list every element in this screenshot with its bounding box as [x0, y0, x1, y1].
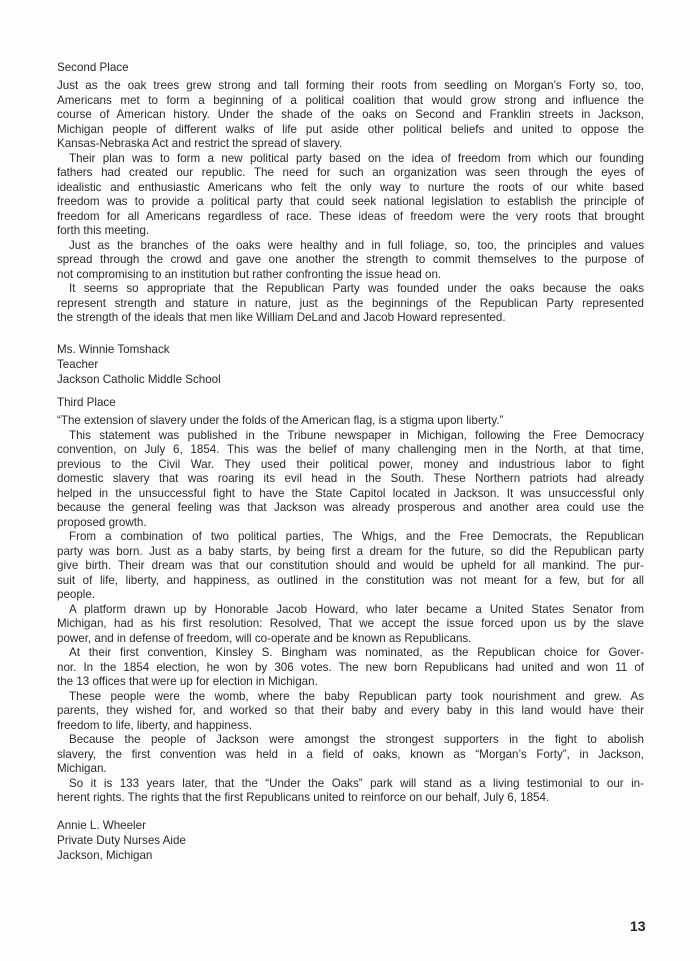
paragraph — [57, 429, 644, 531]
text-line: party was born. Just as a baby starts, by being first a dream for the future, so did the Republican party — [57, 544, 644, 558]
third-place-signature — [57, 818, 186, 863]
author-affiliation: Jackson Catholic Middle School — [57, 373, 221, 386]
author-location: Jackson, Michigan — [57, 849, 153, 862]
text-line: course of American history. Under the shade of the oaks on Second and Franklin streets in Jackson, — [57, 108, 644, 121]
author-name: Annie L. Wheeler — [57, 819, 146, 832]
text-line: previous to the Civil War. They used their political power, money and industrious labor to fight — [57, 457, 644, 471]
text-line: because the general feeling was that Jackson was already prosperous and another area could use the — [57, 501, 644, 514]
paragraph — [57, 79, 644, 152]
text-line: people. — [57, 588, 96, 601]
paragraph — [57, 690, 644, 734]
text-line: Michigan people of different walks of life put aside other political beliefs and united to oppose the — [57, 122, 644, 136]
text-line: This statement was published in the Tribune newspaper in Michigan, following the Free Democracy — [69, 428, 644, 442]
text-line: From a combination of two political parties, The Whigs, and the Free Democrats, the Republican — [69, 530, 644, 543]
third-place-quote — [57, 414, 644, 429]
text-line: domestic slavery that was roaring its evil head in the South. These Northern patriots had already — [57, 472, 644, 485]
text-line: idealistic and enthusiastic Americans who felt the only way to nurture the roots of our white based — [57, 180, 644, 194]
text-line: Just as the oak trees grew strong and tall forming their roots from seedling on Morgan’s Forty so, too, — [57, 79, 644, 92]
text-line: convention, on July 6, 1854. This was the belief of many challenging men in the North, at that time, — [57, 443, 644, 456]
text-line: freedom was to provide a political party that could seek national legislation to establish the principle of — [57, 195, 644, 208]
text-line: give birth. Their dream was that our constitution should and would be upheld for all mankind. The pur- — [57, 559, 644, 572]
text-line: Kansas-Nebraska Act and restrict the spread of slavery. — [57, 137, 343, 150]
text-line: suit of life, liberty, and happiness, as outlined in the constitution was not meant for a few, but for all — [57, 573, 644, 587]
text-line: Michigan. — [57, 762, 107, 775]
text-line: A platform drawn up by Honorable Jacob Howard, who later became a United States Senator from — [69, 602, 644, 616]
text-line: helped in the unsuccessful fight to have the State Capitol located in Jackson. It was unsuccessful only — [57, 486, 644, 500]
text-line: represent strength and stature in nature, just as the beginnings of the Republican Party represented — [57, 296, 644, 310]
text-line: These people were the womb, where the baby Republican party took nourishment and grew. As — [69, 689, 644, 703]
paragraph — [57, 152, 644, 239]
text-line: proposed growth. — [57, 515, 147, 529]
second-place-heading: Second Place — [57, 61, 129, 74]
text-line: the strength of the ideals that men like William DeLand and Jacob Howard represented. — [57, 311, 506, 324]
text-line: slavery, the first convention was held in a field of oaks, known as “Morgan’s Forty”, in Jackson, — [57, 747, 644, 761]
text-line: At their first convention, Kinsley S. Bingham was nominated, as the Republican choice for Gover- — [69, 646, 644, 659]
text-line: nor. In the 1854 election, he won by 306 votes. The new born Republicans had united and won 11 of — [57, 660, 644, 674]
text-line: forth this meeting. — [57, 224, 150, 237]
text-line: spread through the crowd and gave one another the strength to commit themselves to the purpose of — [57, 253, 644, 266]
text-line: Just as the branches of the oaks were healthy and in full foliage, so, too, the principles and values — [69, 238, 644, 252]
text-line: parents, they wished for, and worked so that their baby and every baby in this land would have their — [57, 704, 644, 717]
paragraph — [57, 733, 644, 777]
author-title: Teacher — [57, 358, 99, 371]
text-line: Because the people of Jackson were amongst the strongest supporters in the fight to abolish — [69, 733, 644, 746]
text-line: fathers had created our republic. The need for such an organization was seen through the eyes of — [57, 166, 644, 179]
paragraph — [57, 603, 644, 647]
text-line: Americans met to form a beginning of a political coalition that would grow strong and influence the — [57, 93, 644, 107]
paragraph — [57, 530, 644, 603]
third-place-heading: Third Place — [57, 396, 116, 409]
paragraph — [57, 239, 644, 283]
text-line: Michigan, had as his first resolution: Resolved, That we accept the issue forced upon us by the slave — [57, 617, 644, 630]
page-number: 13 — [630, 918, 646, 934]
text-line: So it is 133 years later, that the “Under the Oaks” park will stand as a living testimonial to our in- — [69, 776, 644, 790]
text-line: the 13 offices that were up for election in Michigan. — [57, 675, 318, 688]
paragraph — [57, 282, 644, 326]
third-place-essay — [57, 429, 644, 806]
text-line: It seems so appropriate that the Republican Party was founded under the oaks because the oaks — [69, 282, 644, 295]
text-line: freedom for all Americans regardless of race. These ideas of freedom were the very roots that brought — [57, 209, 644, 223]
text-line: herent rights. The rights that the first Republicans united to reinforce on our behalf, July 6, 1854. — [57, 791, 550, 804]
text-line: Their plan was to form a new political party based on the idea of freedom from which our founding — [69, 151, 644, 165]
author-title: Private Duty Nurses Aide — [57, 834, 186, 847]
author-name: Ms. Winnie Tomshack — [57, 343, 170, 356]
text-line: not compromising to an institution but rather confronting the issue head on. — [57, 267, 442, 281]
paragraph — [57, 777, 644, 806]
second-place-essay — [57, 79, 644, 326]
opening-quote: “The extension of slavery under the folds of the American flag, is a stigma upon liberty.” — [57, 414, 504, 427]
text-line: freedom to life, liberty, and happiness. — [57, 718, 253, 732]
text-line: power, and in defense of freedom, will co-operate and be known as Republicans. — [57, 631, 472, 645]
second-place-signature — [57, 342, 221, 387]
paragraph — [57, 646, 644, 690]
